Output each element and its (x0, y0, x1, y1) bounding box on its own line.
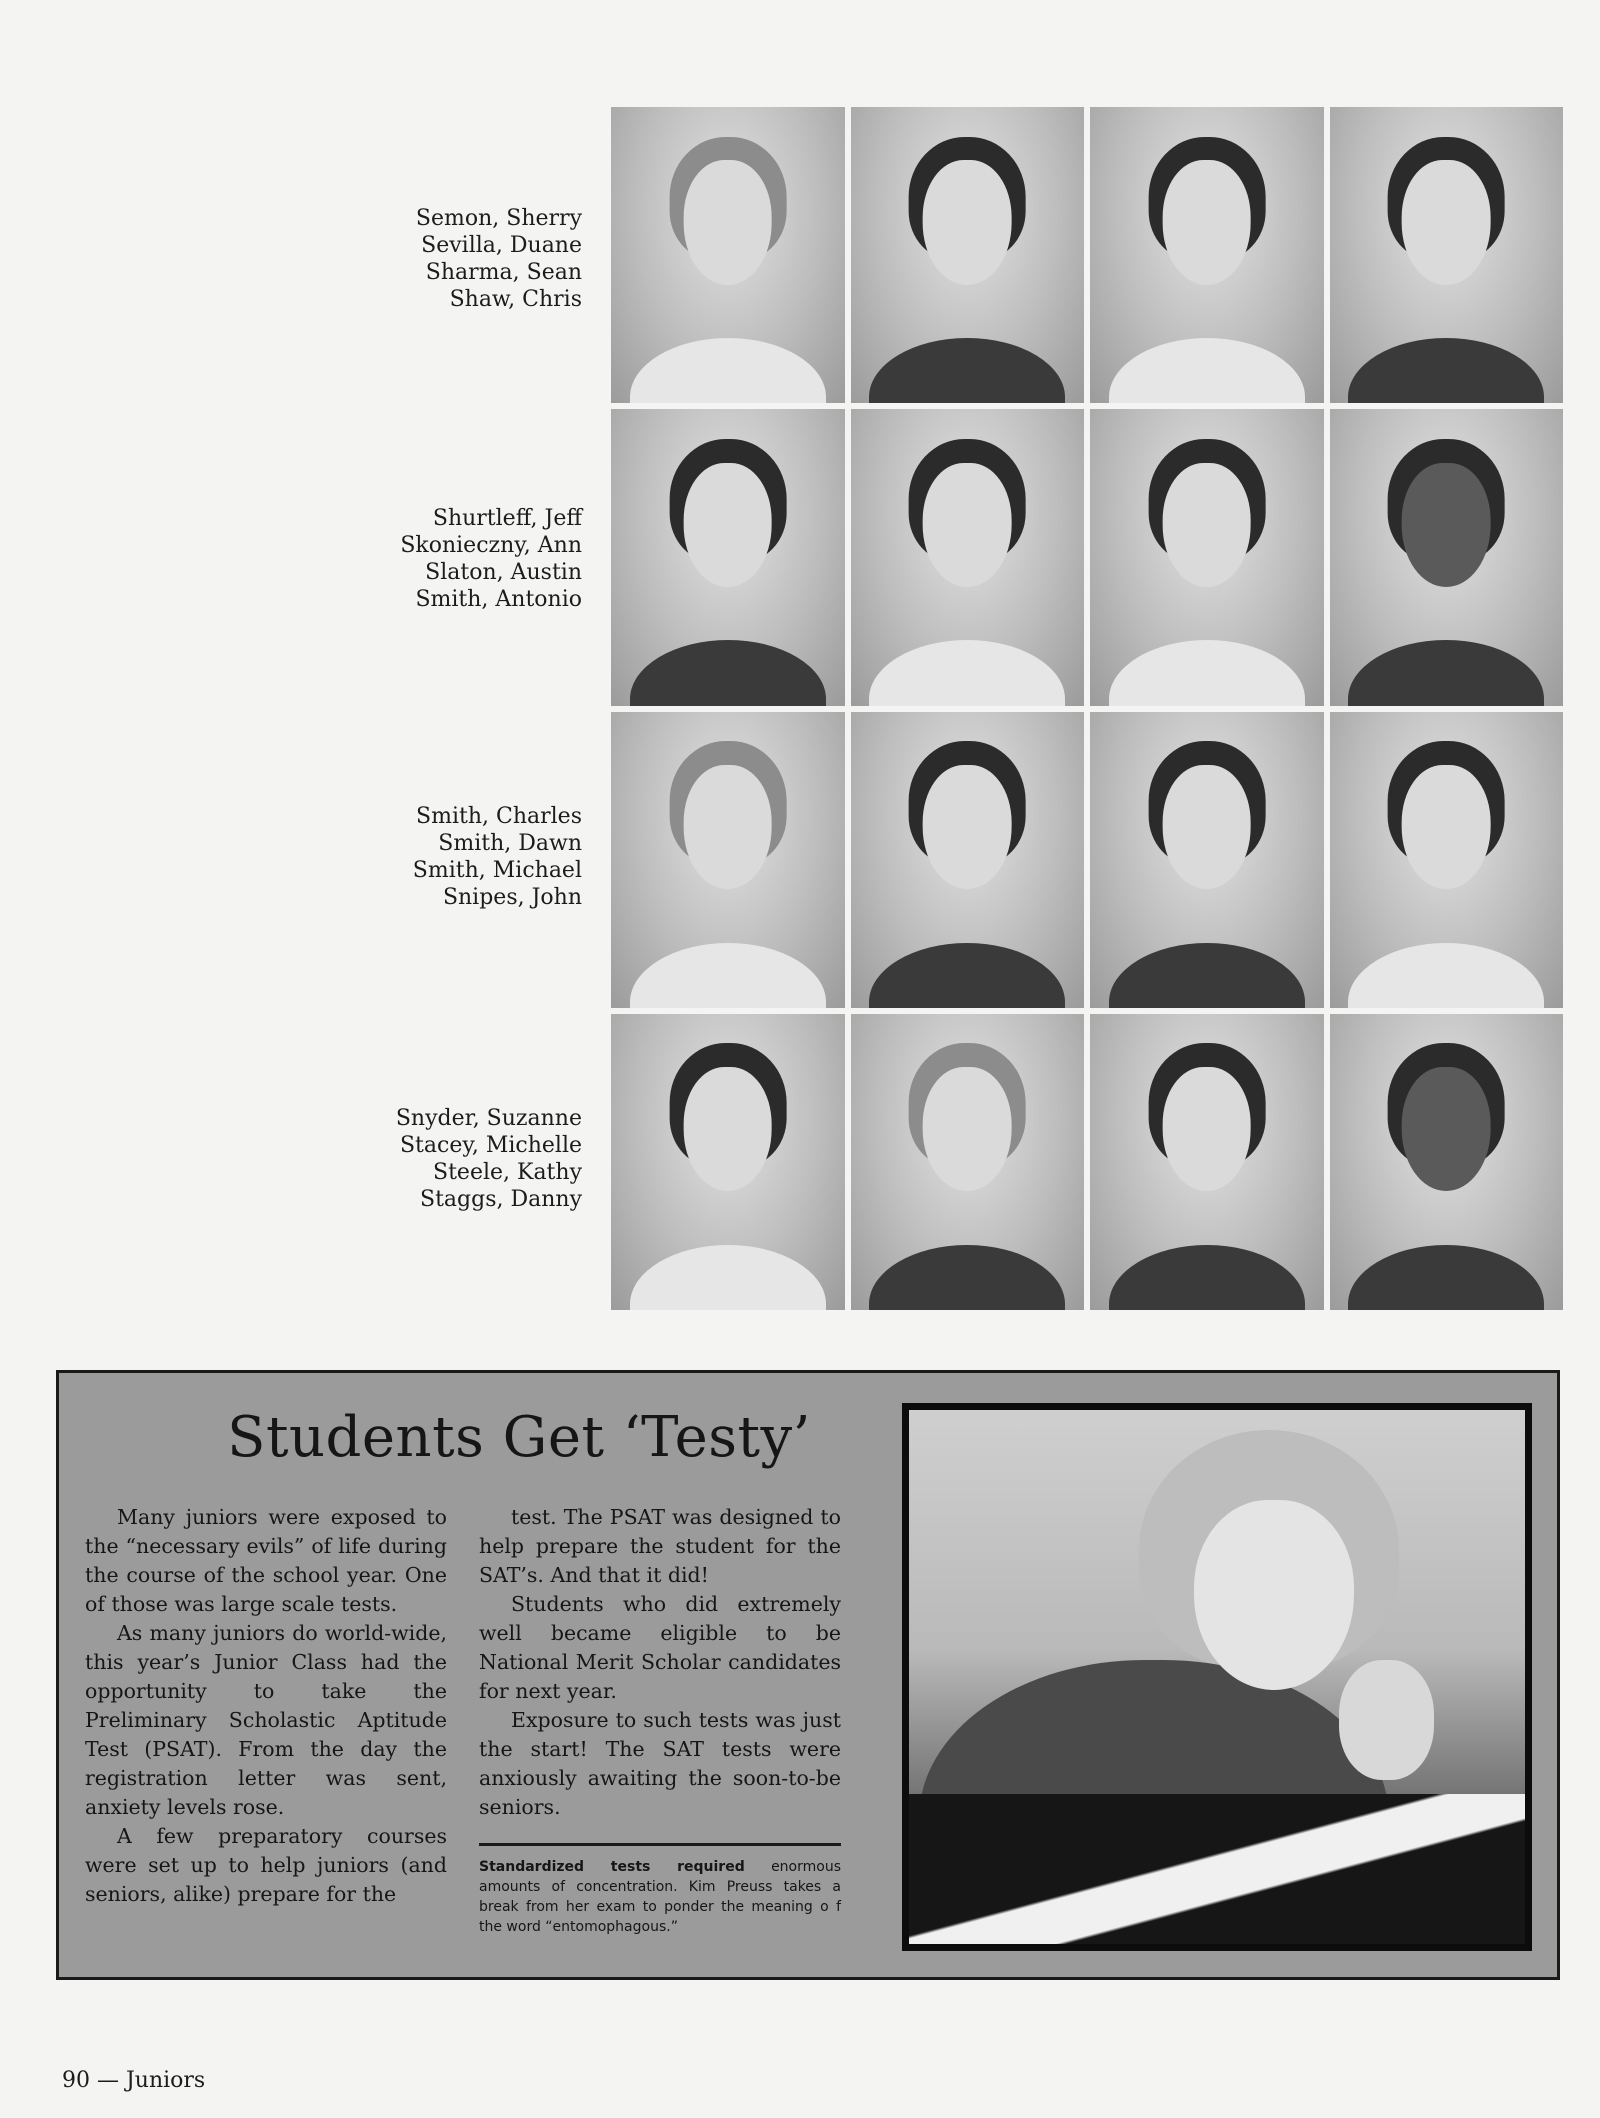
student-name: Smith, Antonio (415, 587, 582, 612)
student-name: Stacey, Michelle (399, 1133, 582, 1158)
caption-text: enormous amounts of concentration. Kim Preuss takes a break from her exam to ponder the meaning o f the word “entomophagous.” (479, 1859, 842, 1935)
portrait-photo (1090, 409, 1324, 705)
portrait-photo (1330, 107, 1564, 403)
name-group-1 (282, 205, 582, 313)
paragraph: test. The PSAT was designed to help prepare the student for the SAT’s. And that it did! (479, 1505, 841, 1587)
portrait-photo (1330, 1014, 1564, 1310)
portrait-photo (851, 712, 1085, 1008)
caption-lead: Standardized tests required (479, 1859, 745, 1875)
feature-photo (902, 1403, 1532, 1951)
article-title: Students Get ‘Testy’ (227, 1405, 811, 1470)
student-name: Snyder, Suzanne (395, 1106, 582, 1131)
student-name: Skonieczny, Ann (400, 533, 582, 558)
student-name: Shaw, Chris (449, 287, 582, 312)
student-name: Shurtleff, Jeff (432, 506, 582, 531)
portrait-photo (851, 107, 1085, 403)
name-group-3 (282, 803, 582, 911)
portrait-photo (1330, 712, 1564, 1008)
feature-article (56, 1370, 1560, 1980)
name-group-2 (282, 505, 582, 613)
portrait-photo (1330, 409, 1564, 705)
student-name: Snipes, John (442, 885, 582, 910)
paragraph: Students who did extremely well became eligible to be National Merit Scholar candidates for next year. (479, 1592, 841, 1703)
page-footer: 90 — Juniors (62, 2068, 206, 2093)
portrait-photo (611, 712, 845, 1008)
student-name: Semon, Sherry (415, 206, 582, 231)
portrait-photo (1090, 1014, 1324, 1310)
portrait-photo (1090, 712, 1324, 1008)
portrait-photo (851, 1014, 1085, 1310)
name-group-4 (282, 1105, 582, 1213)
student-name: Staggs, Danny (420, 1187, 582, 1212)
student-name: Smith, Dawn (438, 831, 582, 856)
student-name: Slaton, Austin (425, 560, 582, 585)
portrait-photo (611, 107, 845, 403)
student-name: Sevilla, Duane (421, 233, 582, 258)
student-name: Sharma, Sean (425, 260, 582, 285)
paragraph: As many juniors do world-wide, this year’s Junior Class had the opportunity to take the Preliminary Scholastic Aptitude Test (PSAT). From the day the registration letter was sent, anxiety levels rose. (85, 1621, 447, 1819)
portrait-photo (611, 409, 845, 705)
paragraph: A few preparatory courses were set up to help juniors (and seniors, alike) prepare for the (85, 1824, 447, 1906)
article-column-2 (479, 1503, 841, 1822)
paragraph: Many juniors were exposed to the “necessary evils” of life during the course of the school year. One of those was large scale tests. (85, 1505, 447, 1616)
student-name: Smith, Michael (412, 858, 582, 883)
photo-caption (479, 1857, 841, 1937)
portrait-photo (1090, 107, 1324, 403)
student-name: Steele, Kathy (433, 1160, 582, 1185)
portrait-photo (611, 1014, 845, 1310)
article-column-1 (85, 1503, 447, 1909)
portrait-photo (851, 409, 1085, 705)
paragraph: Exposure to such tests was just the start! The SAT tests were anxiously awaiting the soon-to-be seniors. (479, 1708, 841, 1819)
student-name: Smith, Charles (416, 804, 582, 829)
portrait-grid (611, 107, 1563, 1310)
caption-divider (479, 1843, 841, 1846)
